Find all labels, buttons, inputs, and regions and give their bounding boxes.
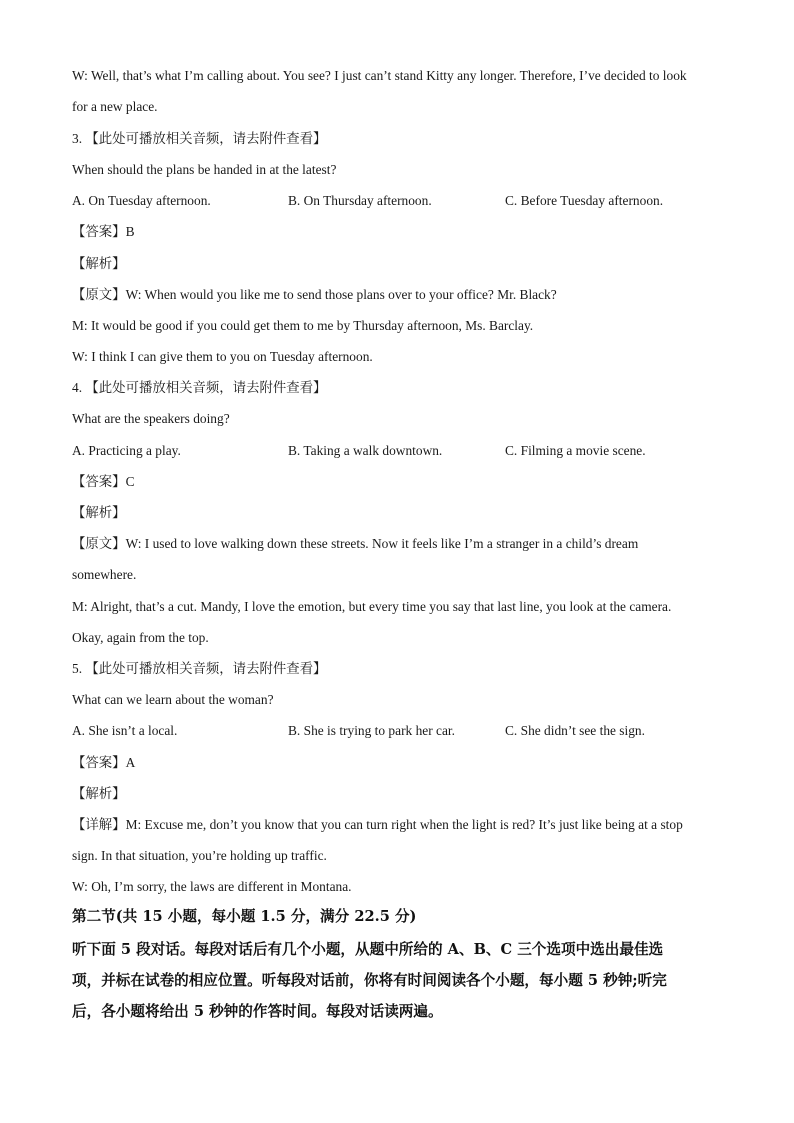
question-number: 5. (72, 661, 86, 676)
question-5-text: What can we learn about the woman? (72, 692, 274, 707)
question-4-text: What are the speakers doing? (72, 411, 230, 426)
section-instructions: 后，各小题将给出 5 秒钟的作答时间。每段对话读两遍。 (72, 1003, 443, 1020)
transcript-label: 【原文】 (72, 287, 126, 302)
dialogue-line: W: Well, that’s what I’m calling about. You see? I just can’t stand Kitty any longer. Therefore, I’ve decided to look (72, 68, 687, 83)
option-b: B. On Thursday afternoon. (288, 193, 432, 208)
transcript-line (72, 535, 638, 553)
transcript-label: 【原文】 (72, 536, 126, 551)
audio-note-link[interactable]: 【此处可播放相关音频，请去附件查看】 (85, 131, 327, 146)
transcript-line (72, 816, 683, 834)
transcript-text: M: Excuse me, don’t you know that you can turn right when the light is red? It’s just like being at a stop (125, 817, 683, 832)
answer-row (72, 754, 135, 772)
answer-label: 【答案】 (72, 224, 126, 239)
question-4-header (72, 379, 326, 397)
transcript-line: W: Oh, I’m sorry, the laws are different in Montana. (72, 879, 352, 894)
answer-value: A (125, 755, 136, 770)
answer-label: 【答案】 (72, 474, 126, 489)
question-3-header (72, 130, 326, 148)
audio-note-link[interactable]: 【此处可播放相关音频，请去附件查看】 (85, 380, 327, 395)
option-b: B. She is trying to park her car. (288, 723, 455, 738)
section-heading: 第二节(共 15 小题，每小题 1.5 分，满分 22.5 分) (72, 908, 417, 925)
question-number: 4. (72, 380, 86, 395)
analysis-label: 【解析】 (72, 505, 126, 520)
option-a: A. Practicing a play. (72, 443, 181, 458)
section-instructions: 听下面 5 段对话。每段对话后有几个小题，从题中所给的 A、B、C 三个选项中选出最佳选 (72, 941, 664, 958)
audio-note-link[interactable]: 【此处可播放相关音频，请去附件查看】 (85, 661, 327, 676)
transcript-line: M: Alright, that’s a cut. Mandy, I love the emotion, but every time you say that last line, you look at the camera. (72, 599, 672, 614)
transcript-line: somewhere. (72, 567, 137, 582)
question-number: 3. (72, 131, 86, 146)
answer-label: 【答案】 (72, 755, 126, 770)
answer-value: C (125, 474, 135, 489)
transcript-line: sign. In that situation, you’re holding up traffic. (72, 848, 327, 863)
answer-value: B (125, 224, 135, 239)
transcript-text: W: I used to love walking down these streets. Now it feels like I’m a stranger in a child’s dream (125, 536, 639, 551)
answer-row (72, 473, 135, 491)
question-3-text: When should the plans be handed in at the latest? (72, 162, 337, 177)
option-c: C. Filming a movie scene. (505, 443, 646, 458)
transcript-line: M: It would be good if you could get them to me by Thursday afternoon, Ms. Barclay. (72, 318, 534, 333)
option-b: B. Taking a walk downtown. (288, 443, 443, 458)
option-a: A. She isn’t a local. (72, 723, 178, 738)
transcript-line: Okay, again from the top. (72, 630, 209, 645)
transcript-line (72, 286, 557, 304)
transcript-line: W: I think I can give them to you on Tuesday afternoon. (72, 349, 373, 364)
dialogue-line: for a new place. (72, 99, 158, 114)
transcript-text: W: When would you like me to send those plans over to your office? Mr. Black? (125, 287, 557, 302)
option-c: C. Before Tuesday afternoon. (505, 193, 664, 208)
option-c: C. She didn’t see the sign. (505, 723, 645, 738)
option-a: A. On Tuesday afternoon. (72, 193, 211, 208)
analysis-label: 【解析】 (72, 786, 126, 801)
section-instructions: 项，并标在试卷的相应位置。听每段对话前，你将有时间阅读各个小题，每小题 5 秒钟;听完 (72, 972, 667, 989)
transcript-label: 【详解】 (72, 817, 126, 832)
analysis-label: 【解析】 (72, 256, 126, 271)
question-5-header (72, 660, 326, 678)
answer-row (72, 223, 135, 241)
